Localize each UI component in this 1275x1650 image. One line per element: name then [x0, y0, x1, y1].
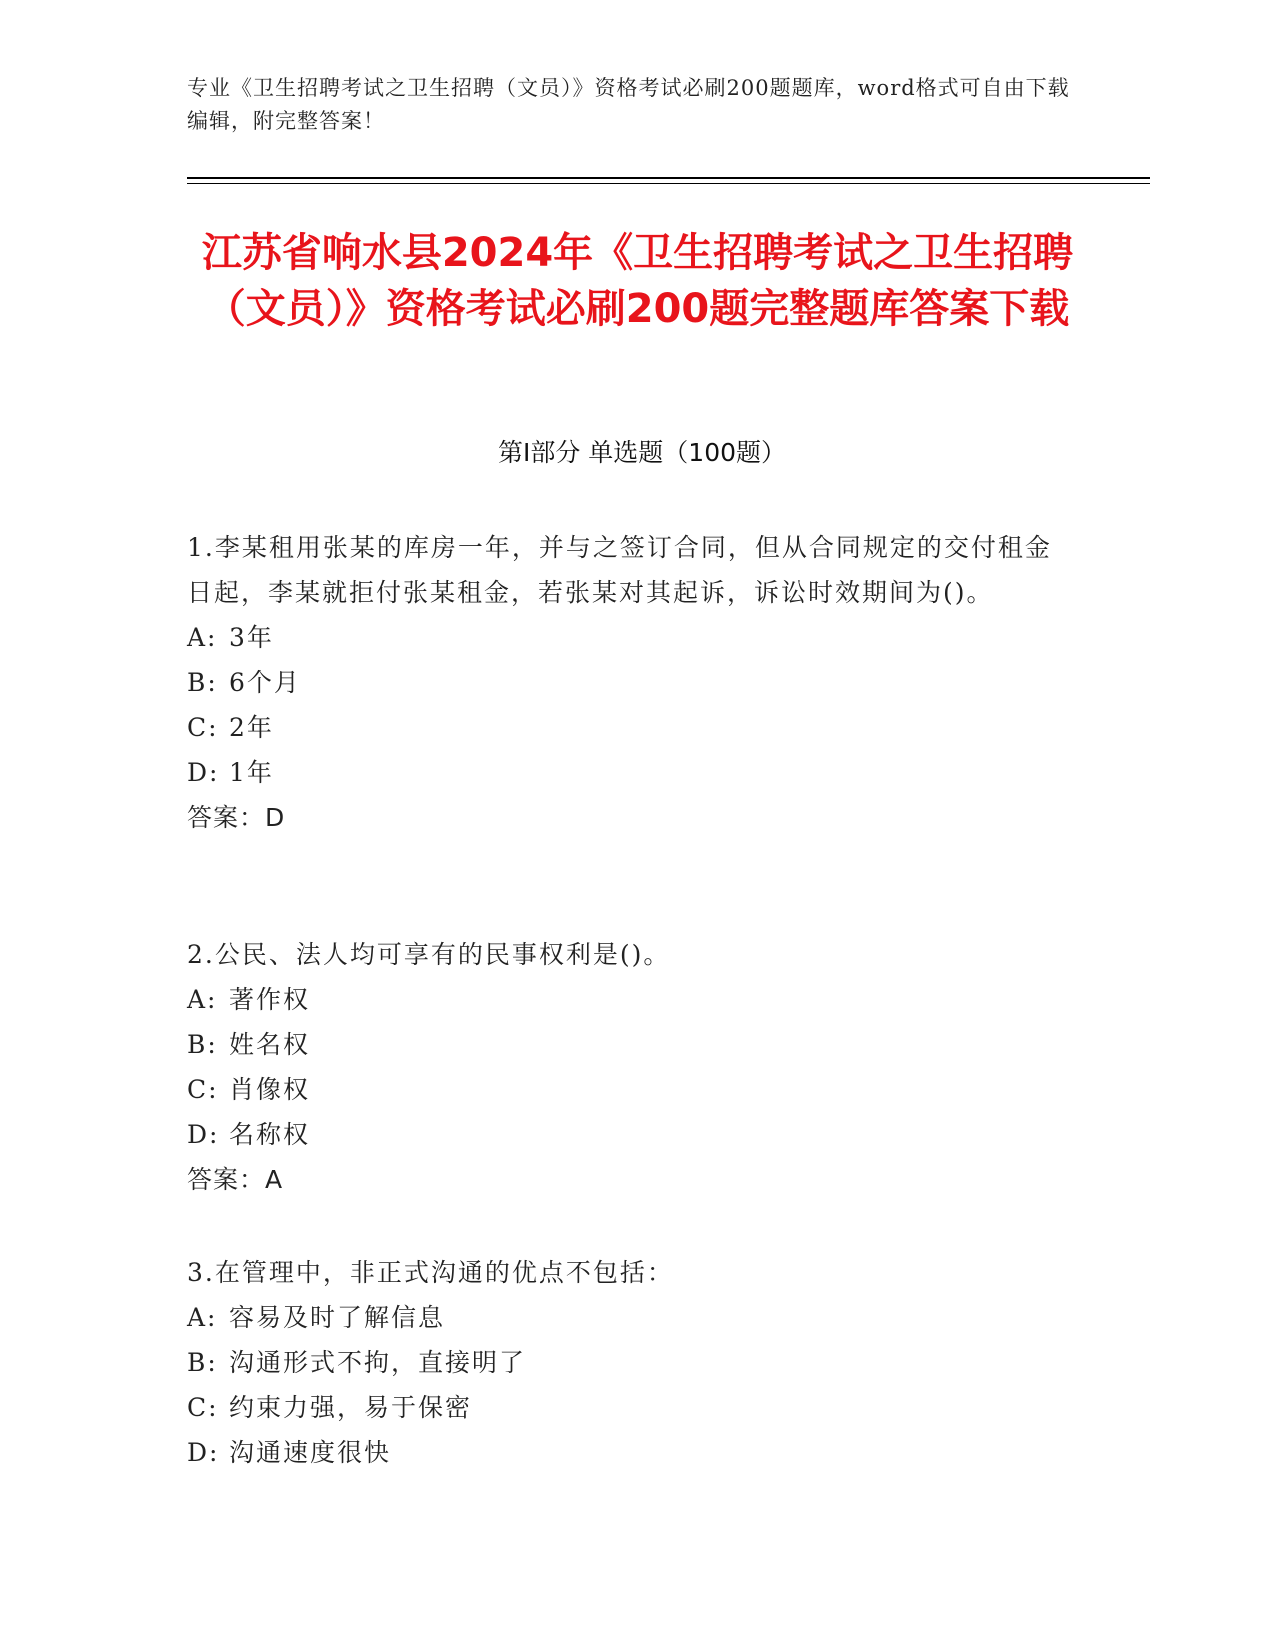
option-d	[187, 1112, 1067, 1157]
option-letter: C:	[187, 1393, 219, 1422]
header-rule-thin	[187, 183, 1150, 184]
option-text: 沟通速度很快	[229, 1438, 392, 1467]
option-text: 约束力强，易于保密	[229, 1393, 473, 1422]
option-letter: C:	[187, 713, 219, 742]
option-letter: A:	[187, 985, 218, 1014]
option-c	[187, 1385, 1067, 1430]
option-c	[187, 705, 1067, 750]
option-c	[187, 1067, 1067, 1112]
option-text: 肖像权	[229, 1075, 311, 1104]
option-d	[187, 1430, 1067, 1475]
answer-line: 答案：D	[187, 803, 286, 832]
option-a	[187, 1295, 1067, 1340]
option-a	[187, 977, 1067, 1022]
option-letter: A:	[187, 623, 218, 652]
option-letter: D:	[187, 1120, 220, 1149]
option-text: 名称权	[229, 1120, 311, 1149]
option-letter: B:	[187, 668, 218, 697]
option-text: 沟通形式不拘，直接明了	[229, 1348, 527, 1377]
header-rule-thick	[187, 177, 1150, 179]
option-letter: D:	[187, 758, 220, 787]
question-3	[187, 1250, 1067, 1475]
option-b	[187, 1022, 1067, 1067]
question-stem: 2.公民、法人均可享有的民事权利是()。	[187, 940, 671, 969]
document-title: 江苏省响水县2024年《卫生招聘考试之卫生招聘（文员）》资格考试必刷200题完整题库答案下载	[201, 230, 1074, 332]
option-letter: A:	[187, 1303, 218, 1332]
option-text: 著作权	[229, 985, 311, 1014]
question-1	[187, 525, 1067, 840]
option-a	[187, 615, 1067, 660]
question-stem: 3.在管理中，非正式沟通的优点不包括：	[187, 1258, 674, 1287]
option-b	[187, 660, 1067, 705]
option-letter: D:	[187, 1438, 220, 1467]
header-note: 专业《卫生招聘考试之卫生招聘（文员）》资格考试必刷200题题库，word格式可自由下载编辑，附完整答案！	[187, 76, 1070, 133]
option-text: 2年	[229, 713, 274, 742]
option-text: 1年	[229, 758, 274, 787]
option-text: 3年	[229, 623, 274, 652]
question-stem: 1.李某租用张某的库房一年，并与之签订合同，但从合同规定的交付租金日起，李某就拒付张某租金，若张某对其起诉，诉讼时效期间为()。	[187, 533, 1052, 607]
question-2	[187, 932, 1067, 1202]
option-letter: B:	[187, 1348, 218, 1377]
option-text: 6个月	[229, 668, 301, 697]
option-letter: B:	[187, 1030, 218, 1059]
option-text: 容易及时了解信息	[229, 1303, 446, 1332]
option-letter: C:	[187, 1075, 219, 1104]
option-d	[187, 750, 1067, 795]
section-title: 第I部分 单选题（100题）	[497, 438, 787, 467]
option-b	[187, 1340, 1067, 1385]
option-text: 姓名权	[229, 1030, 311, 1059]
answer-line: 答案：A	[187, 1165, 284, 1194]
